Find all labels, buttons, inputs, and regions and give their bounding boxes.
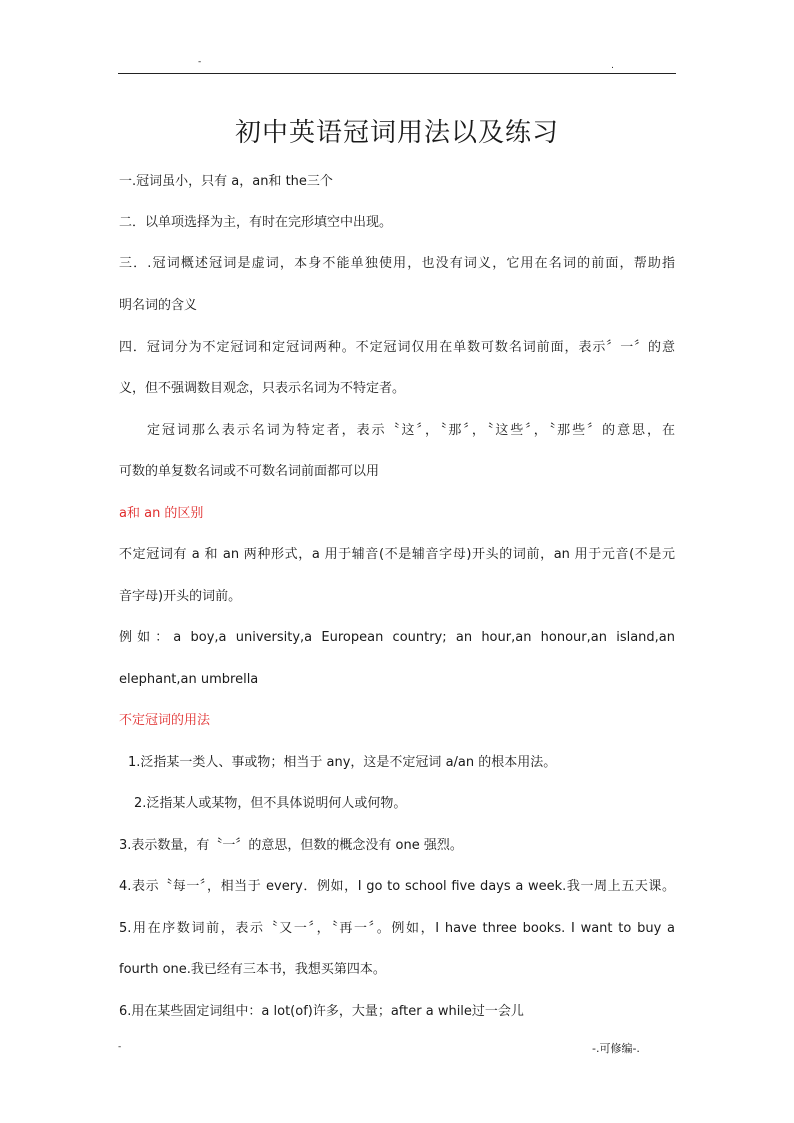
paragraph-2: 二．以单项选择为主，有时在完形填空中出现。: [119, 215, 393, 230]
usage-item-2: 2.泛指某人或某物，但不具体说明何人或何物。: [134, 796, 407, 811]
paragraph-1: 一.冠词虽小，只有 a，an和 the三个: [119, 174, 333, 189]
footer-left-mark: -: [118, 1042, 122, 1052]
paragraph-7-line-1: 例如：a boy,a university,a European country; an hour,an honour,an island,an: [119, 630, 675, 645]
usage-item-1: 1.泛指某一类人、事或物；相当于 any，这是不定冠词 a/an 的根本用法。: [128, 755, 557, 770]
section-heading-a-an: a和 an 的区别: [119, 506, 204, 521]
paragraph-4-line-1: 四．冠词分为不定冠词和定冠词两种。不定冠词仅用在单数可数名词前面，表示〞一〞的意: [119, 340, 675, 355]
paragraph-6-line-1: 不定冠词有 a 和 an 两种形式，a 用于辅音(不是辅音字母)开头的词前，an 用于元音(不是元: [119, 547, 675, 562]
usage-item-3: 3.表示数量，有〝一〞的意思，但数的概念没有 one 强烈。: [119, 838, 463, 853]
usage-item-6: 6.用在某些固定词组中：a lot(of)许多，大量；after a while过一会儿: [119, 1004, 524, 1019]
footer-editable-note: -.可修编-.: [592, 1042, 640, 1055]
usage-item-4: 4.表示〝每一〞，相当于 every．例如，I go to school five days a week.我一周上五天课。: [119, 879, 675, 894]
paragraph-6-line-2: 音字母)开头的词前。: [119, 589, 242, 604]
paragraph-3-line-2: 明名词的含义: [119, 298, 198, 313]
paragraph-4-line-2: 义，但不强调数目观念，只表示名词为不特定者。: [119, 381, 406, 396]
header-left-mark: -: [198, 57, 202, 67]
header-right-mark: .: [611, 61, 614, 71]
paragraph-5-line-1: 定冠词那么表示名词为特定者，表示〝这〞，〝那〞，〝这些〞，〝那些〞的意思，在: [147, 423, 675, 438]
usage-item-5-line-2: fourth one.我已经有三本书，我想买第四本。: [119, 962, 386, 977]
paragraph-7-line-2: elephant,an umbrella: [119, 672, 259, 687]
paragraph-3-line-1: 三．.冠词概述冠词是虚词，本身不能单独使用，也没有词义，它用在名词的前面，帮助指: [119, 256, 675, 271]
paragraph-5-line-2: 可数的单复数名词或不可数名词前面都可以用: [119, 464, 380, 479]
document-title: 初中英语冠词用法以及练习: [234, 118, 559, 148]
usage-item-5-line-1: 5.用在序数词前，表示〝又一〞，〝再一〞。例如，I have three books. I want to buy a: [119, 921, 675, 936]
page-header: [118, 55, 676, 74]
section-heading-indefinite-usage: 不定冠词的用法: [119, 713, 211, 728]
